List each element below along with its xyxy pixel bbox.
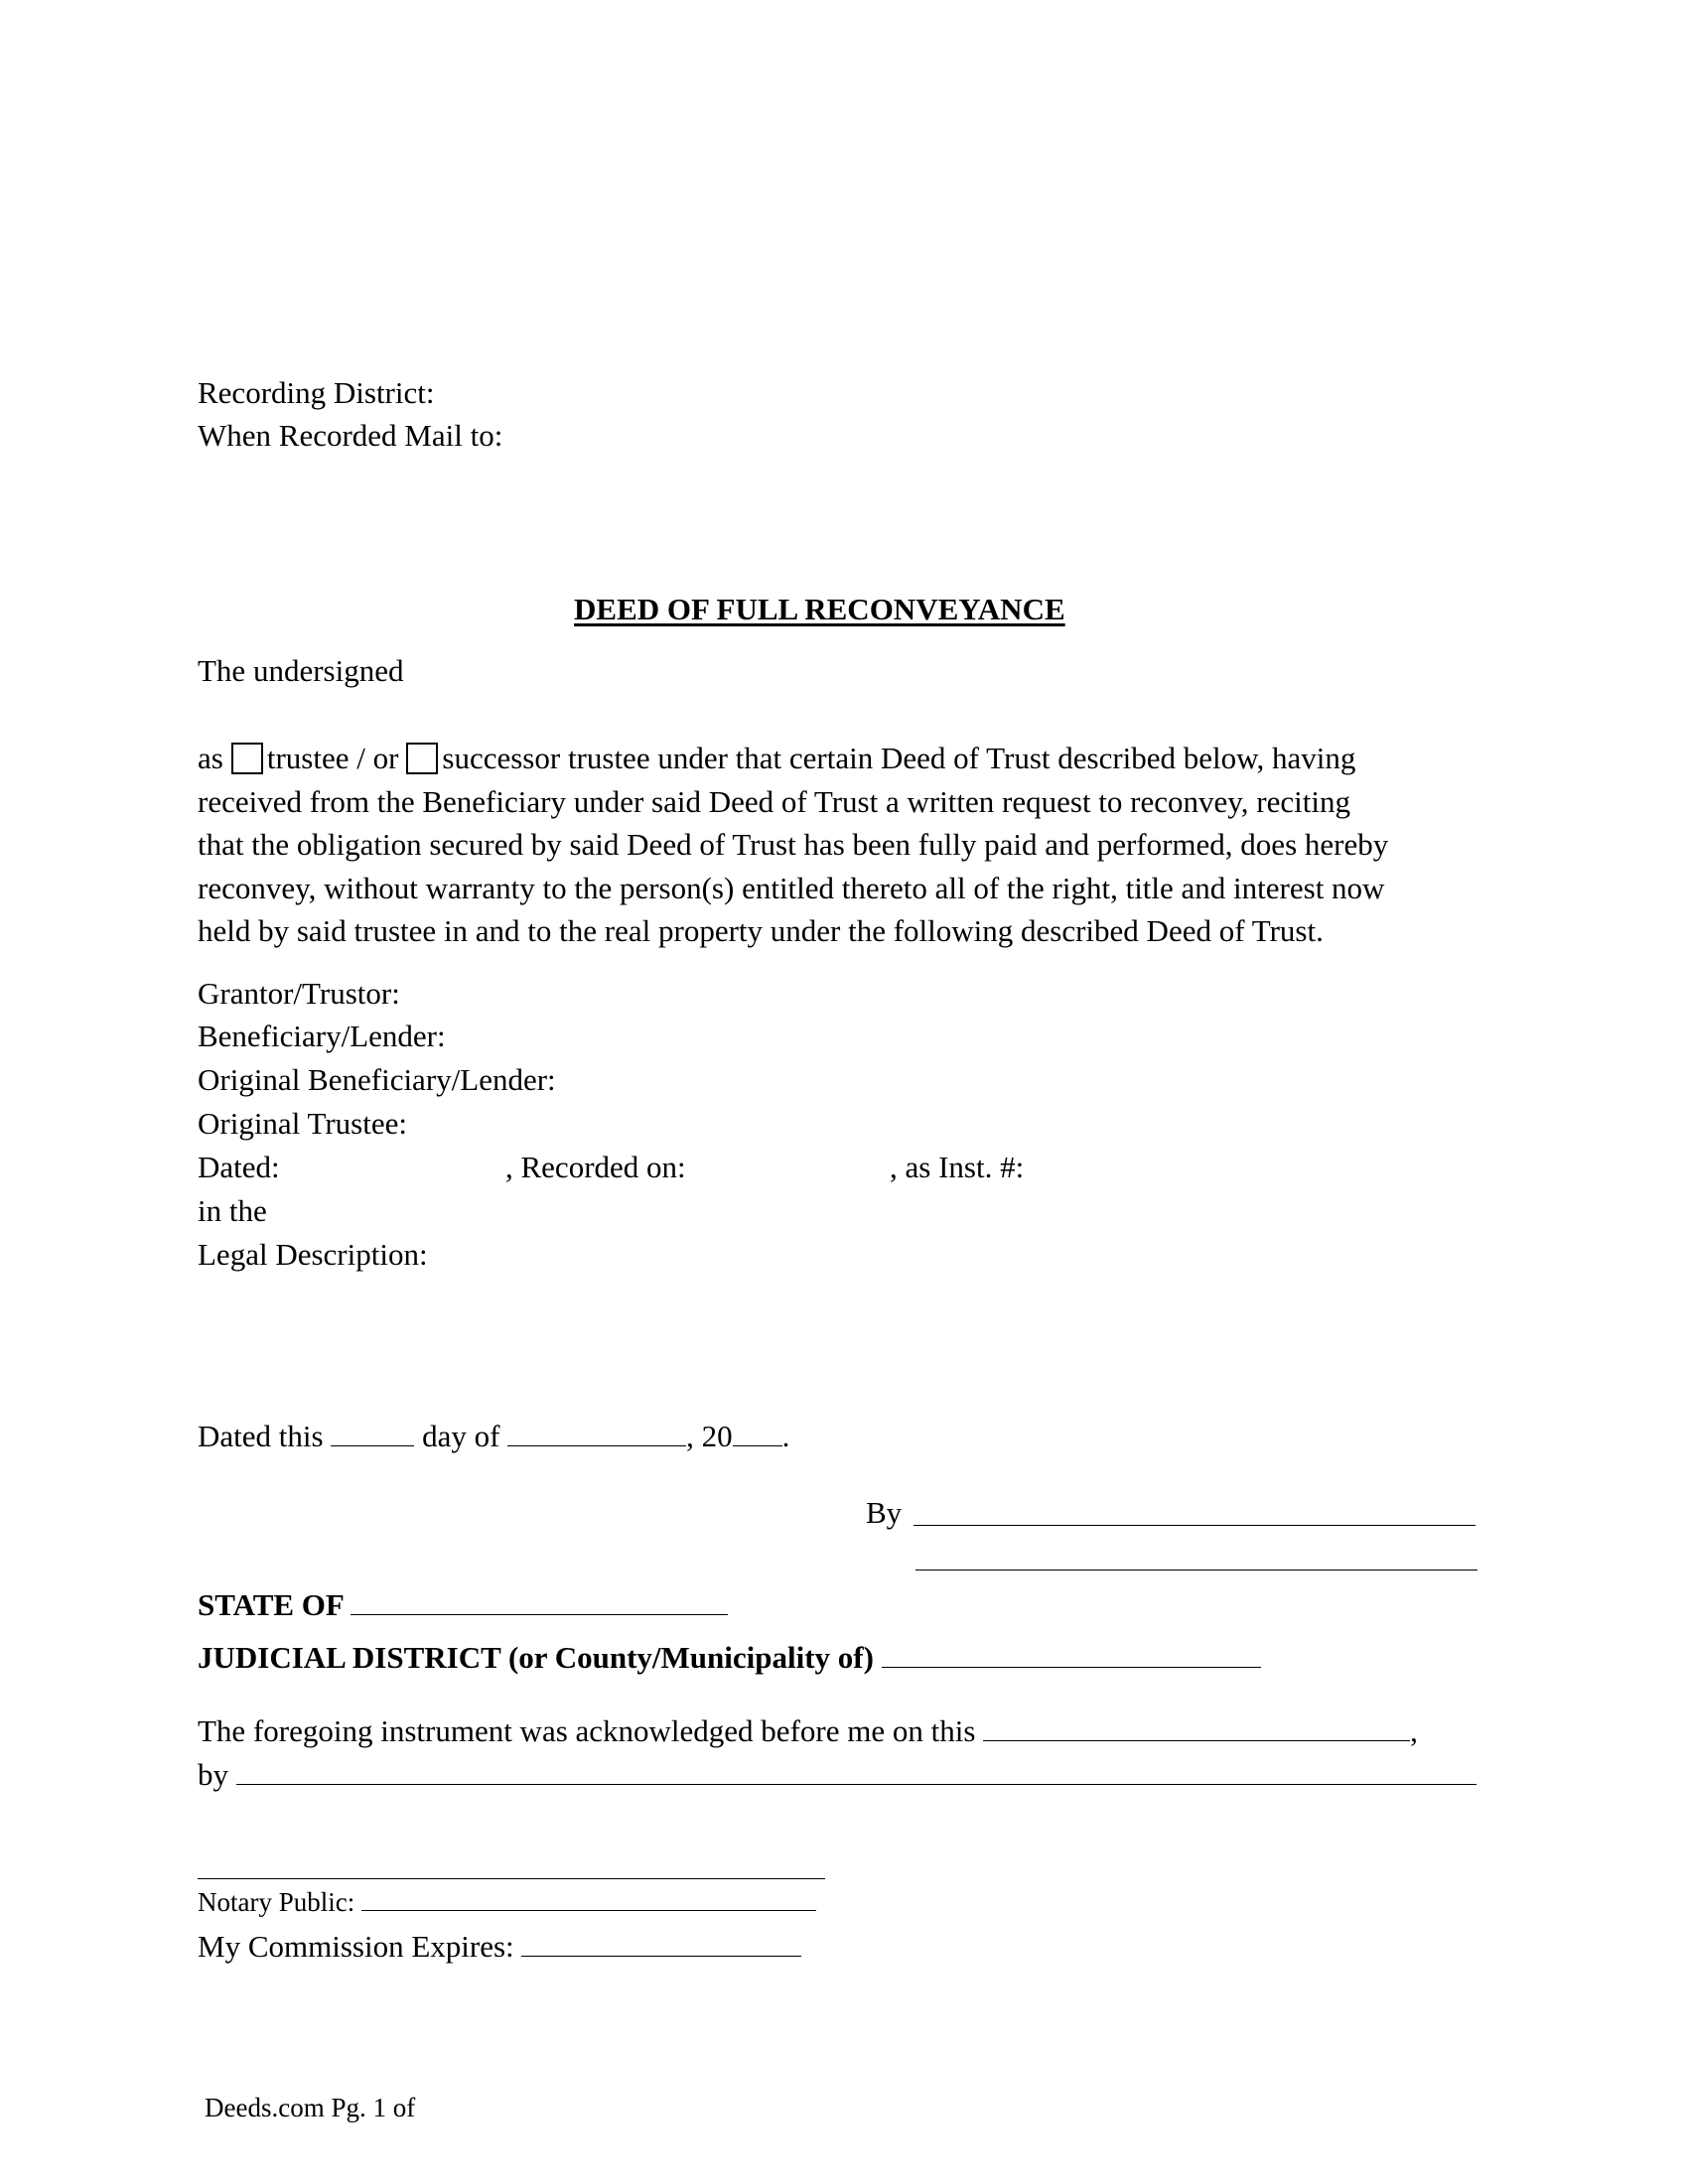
original-trustee-label: Original Trustee: [198, 1106, 407, 1141]
state-of-label: STATE OF [198, 1587, 344, 1622]
acknowledged-date-blank[interactable] [983, 1714, 1410, 1741]
judicial-district-blank[interactable] [882, 1641, 1261, 1668]
grantor-label: Grantor/Trustor: [198, 976, 400, 1011]
paragraph-line-5: held by said trustee in and to the real property under the following described Deed of Trust. [198, 913, 1324, 948]
judicial-district-label: JUDICIAL DISTRICT (or County/Municipality of) [198, 1640, 874, 1675]
document-title: DEED OF FULL RECONVEYANCE [574, 592, 1065, 626]
by-label: By [866, 1495, 903, 1530]
successor-trustee-checkbox[interactable] [406, 743, 438, 774]
dated-this-prefix: Dated this [198, 1419, 324, 1453]
commission-expires-label: My Commission Expires: [198, 1929, 514, 1964]
notary-signature-line[interactable] [198, 1878, 825, 1879]
inst-number-label: , as Inst. #: [890, 1150, 1025, 1184]
as-text: as [198, 741, 223, 775]
notary-public-line [198, 1888, 816, 1916]
paragraph-line-3: that the obligation secured by said Deed of Trust has been fully paid and performed, does hereby [198, 827, 1389, 862]
line1-rest-text: successor trustee under that certain Deed of Trust described below, having [442, 741, 1356, 775]
paragraph-line-1 [198, 737, 1488, 780]
page-footer: Deeds.com Pg. 1 of [205, 2093, 416, 2122]
beneficiary-label: Beneficiary/Lender: [198, 1019, 446, 1053]
trustee-or-text: trustee / or [266, 741, 399, 775]
dated-this-line [198, 1420, 789, 1451]
dated-label: Dated: [198, 1150, 280, 1184]
recorded-on-label: , Recorded on: [505, 1150, 686, 1184]
in-the-label: in the [198, 1193, 267, 1228]
acknowledged-by-line [198, 1758, 1477, 1790]
year-blank[interactable] [733, 1420, 782, 1446]
trustee-checkbox[interactable] [231, 743, 263, 774]
state-blank[interactable] [351, 1588, 728, 1615]
legal-description-label: Legal Description: [198, 1237, 428, 1272]
acknowledged-by-blank[interactable] [236, 1758, 1477, 1785]
original-beneficiary-label: Original Beneficiary/Lender: [198, 1062, 556, 1097]
signature-line[interactable] [914, 1525, 1476, 1526]
reconveyance-paragraph [198, 737, 1488, 953]
period-text: . [781, 1419, 790, 1453]
paragraph-line-2: received from the Beneficiary under said Deed of Trust a written request to reconvey, reciting [198, 783, 1350, 819]
acknowledged-comma: , [1410, 1713, 1418, 1748]
acknowledged-text: The foregoing instrument was acknowledged before me on this [198, 1713, 976, 1748]
day-blank[interactable] [331, 1420, 414, 1446]
paragraph-line-4: reconvey, without warranty to the person(s) entitled thereto all of the right, title and interest now [198, 870, 1385, 905]
commission-expires-line [198, 1930, 801, 1962]
notary-public-blank[interactable] [361, 1888, 816, 1911]
acknowledged-by-label: by [198, 1757, 228, 1792]
when-recorded-label: When Recorded Mail to: [198, 418, 503, 453]
comma-twenty-text: , 20 [686, 1419, 733, 1453]
commission-expires-blank[interactable] [521, 1930, 801, 1957]
acknowledged-line [198, 1714, 1418, 1746]
recording-district-label: Recording District: [198, 375, 435, 410]
undersigned-label: The undersigned [198, 653, 404, 688]
month-blank[interactable] [507, 1420, 686, 1446]
judicial-district-line [198, 1641, 1261, 1673]
notary-public-label: Notary Public: [198, 1887, 355, 1917]
day-of-text: day of [422, 1419, 500, 1453]
state-of-line [198, 1588, 728, 1620]
